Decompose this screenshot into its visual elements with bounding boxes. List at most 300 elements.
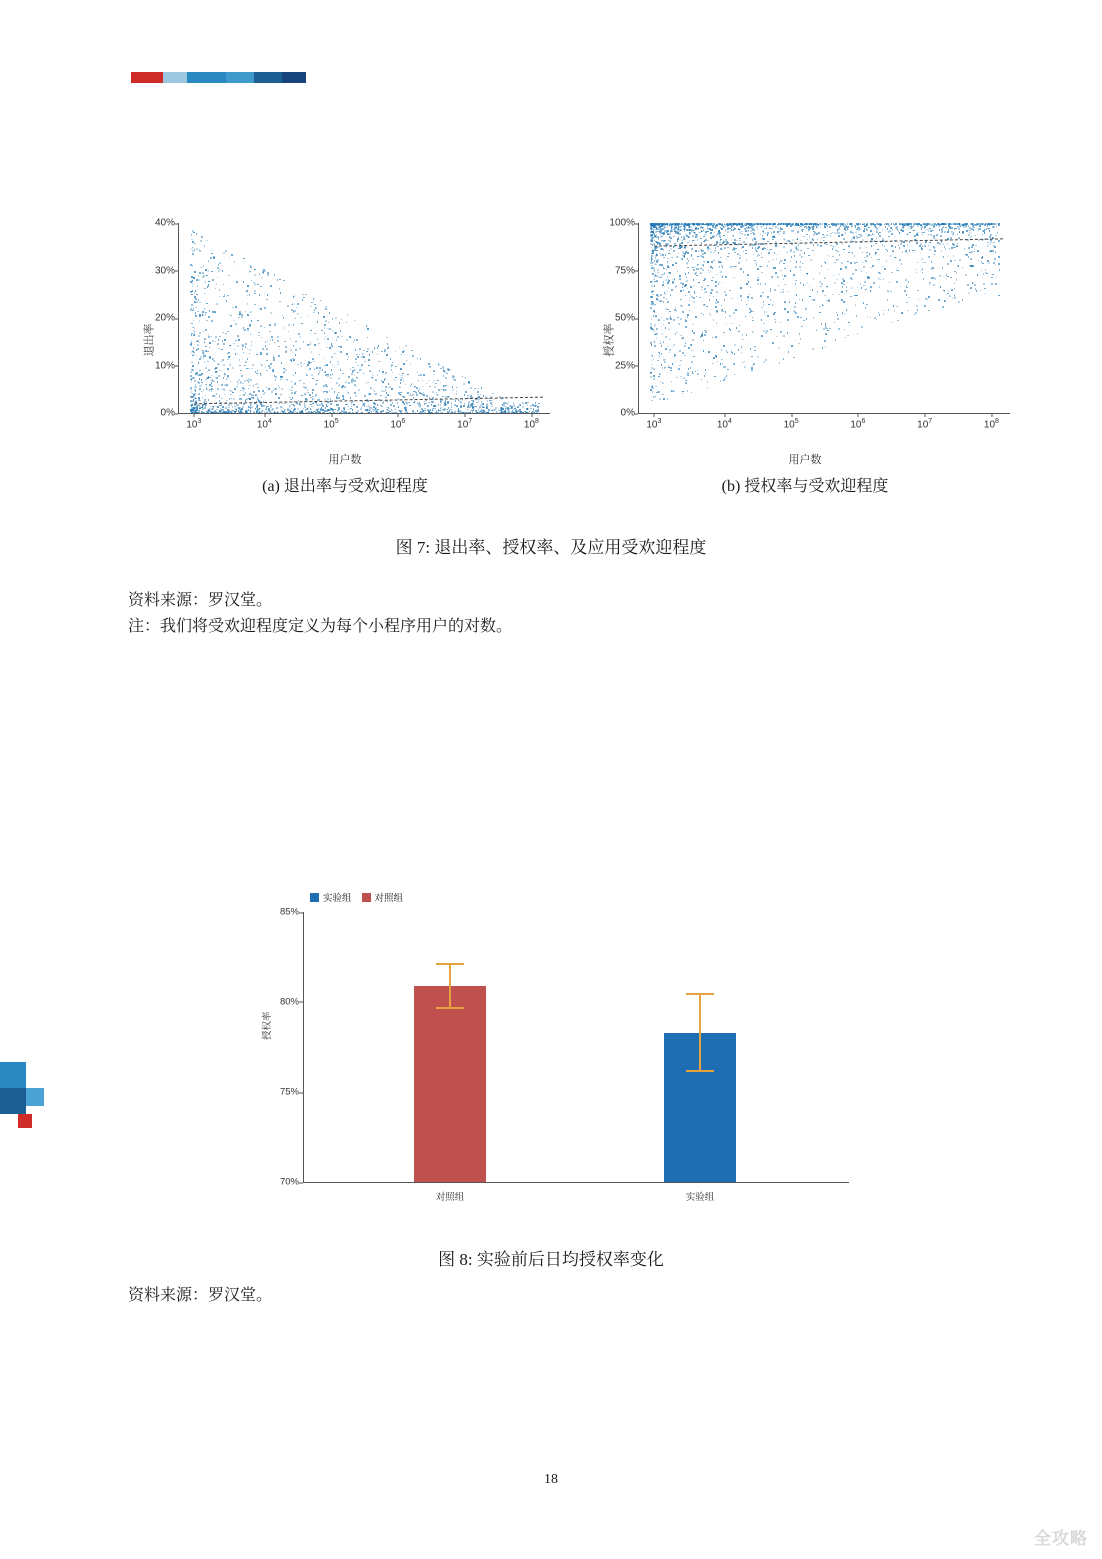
scatter-point xyxy=(806,234,808,236)
scatter-point xyxy=(692,235,694,237)
scatter-point xyxy=(776,258,778,260)
scatter-point xyxy=(801,326,803,328)
scatter-point xyxy=(380,395,382,397)
scatter-point xyxy=(738,229,740,231)
scatter-point xyxy=(717,361,719,363)
scatter-point xyxy=(784,284,786,286)
scatter-point xyxy=(366,406,368,408)
scatter-point xyxy=(382,381,384,383)
scatter-point xyxy=(368,412,370,413)
scatter-point xyxy=(225,333,227,335)
scatter-point xyxy=(383,391,385,393)
scatter-point xyxy=(902,230,904,232)
scatter-point xyxy=(757,248,759,250)
scatter-point xyxy=(403,363,405,365)
scatter-point xyxy=(715,302,717,304)
scatter-point xyxy=(676,227,678,229)
scatter-point xyxy=(350,397,352,399)
scatter-point xyxy=(691,361,693,363)
scatter-point xyxy=(827,231,829,233)
scatter-point xyxy=(476,411,478,413)
scatter-point xyxy=(698,223,700,225)
scatter-point xyxy=(772,239,774,241)
scatter-point xyxy=(269,331,271,333)
scatter-point xyxy=(782,291,784,293)
scatter-point xyxy=(915,250,917,252)
scatter-point xyxy=(742,334,744,336)
scatter-point xyxy=(205,379,207,381)
scatter-point xyxy=(953,255,955,257)
scatter-point xyxy=(901,312,903,314)
scatter-point xyxy=(710,271,712,273)
scatter-point xyxy=(865,307,867,309)
scatter-point xyxy=(227,353,229,355)
scatter-point xyxy=(228,404,230,406)
scatter-point xyxy=(257,387,259,389)
scatter-point xyxy=(942,276,944,278)
scatter-point xyxy=(465,391,467,393)
scatter-point xyxy=(929,282,931,284)
scatter-point xyxy=(970,236,972,238)
scatter-point xyxy=(969,252,971,254)
scatter-point xyxy=(836,259,838,261)
scatter-point xyxy=(324,371,326,373)
scatter-point xyxy=(769,223,771,225)
scatter-point xyxy=(331,369,333,371)
scatter-point xyxy=(657,272,659,274)
scatter-point xyxy=(678,253,680,255)
scatter-point xyxy=(974,284,976,286)
scatter-point xyxy=(417,358,419,360)
scatter-point xyxy=(749,308,751,310)
scatter-point xyxy=(255,394,257,396)
scatter-point xyxy=(526,408,528,410)
scatter-point xyxy=(672,281,674,283)
scatter-point xyxy=(667,282,669,284)
scatter-point xyxy=(402,401,404,403)
scatter-point xyxy=(271,409,273,411)
scatter-point xyxy=(663,324,665,326)
scatter-point xyxy=(666,268,668,270)
scatter-point xyxy=(355,349,357,351)
scatter-point xyxy=(794,306,796,308)
scatter-point xyxy=(432,391,434,393)
scatter-point xyxy=(196,294,198,296)
scatter-point xyxy=(933,235,935,237)
scatter-point xyxy=(876,231,878,233)
scatter-point xyxy=(230,390,232,392)
scatter-point xyxy=(678,323,680,325)
scatter-point xyxy=(813,317,815,319)
scatter-point xyxy=(228,411,230,413)
scatter-point xyxy=(217,406,219,408)
scatter-point xyxy=(662,394,664,396)
scatter-point xyxy=(767,241,769,243)
scatter-point xyxy=(695,371,697,373)
scatter-point xyxy=(239,398,241,400)
scatter-point xyxy=(244,329,246,331)
scatter-point xyxy=(253,385,255,387)
scatter-point xyxy=(808,223,810,225)
scatter-point xyxy=(399,347,401,349)
scatter-point xyxy=(689,234,691,236)
scatter-point xyxy=(949,223,951,225)
scatter-point xyxy=(953,232,955,234)
scatter-point xyxy=(211,253,213,255)
scatter-point xyxy=(805,308,807,310)
scatter-point xyxy=(692,339,694,341)
scatter-point xyxy=(405,345,407,347)
scatter-point xyxy=(238,266,240,268)
scatter-point xyxy=(295,372,297,374)
scatter-point xyxy=(898,245,900,247)
scatter-point xyxy=(199,378,201,380)
scatter-point xyxy=(748,230,750,232)
scatter-point xyxy=(297,408,299,410)
header-bar-segment-4 xyxy=(226,72,254,83)
scatter-point xyxy=(765,332,767,334)
scatter-point xyxy=(660,341,662,343)
scatter-point xyxy=(800,338,802,340)
scatter-point xyxy=(418,390,420,392)
scatter-point xyxy=(199,332,201,334)
scatter-point xyxy=(685,326,687,328)
scatter-point xyxy=(663,257,665,259)
scatter-point xyxy=(687,372,689,374)
scatter-point xyxy=(750,230,752,232)
scatter-point xyxy=(861,271,863,273)
scatter-point xyxy=(190,309,192,311)
scatter-point xyxy=(438,363,440,365)
scatter-point xyxy=(819,281,821,283)
scatter-point xyxy=(669,339,671,341)
deco-square-4 xyxy=(18,1114,32,1128)
scatter-point xyxy=(291,309,293,311)
scatter-point xyxy=(989,236,991,238)
scatter-point xyxy=(870,235,872,237)
scatter-point xyxy=(215,288,217,290)
scatter-point xyxy=(249,272,251,274)
scatter-point xyxy=(400,368,402,370)
scatter-point xyxy=(278,346,280,348)
scatter-point xyxy=(812,289,814,291)
scatter-point xyxy=(656,238,658,240)
scatter-point xyxy=(745,250,747,252)
scatter-point xyxy=(941,250,943,252)
scatter-point xyxy=(273,317,275,319)
scatter-point xyxy=(651,400,653,402)
scatter-point xyxy=(962,299,964,301)
scatter-point xyxy=(748,226,750,228)
scatter-point xyxy=(353,380,355,382)
scatter-point xyxy=(855,232,857,234)
scatter-point xyxy=(652,294,654,296)
scatter-point xyxy=(944,231,946,233)
scatter-point xyxy=(250,311,252,313)
scatter-point xyxy=(296,402,298,404)
scatter-point xyxy=(299,348,301,350)
scatter-point xyxy=(231,254,233,256)
scatter-point xyxy=(755,249,757,251)
scatter-point xyxy=(206,320,208,322)
scatter-point xyxy=(221,361,223,363)
scatter-point xyxy=(890,255,892,257)
scatter-point xyxy=(657,282,659,284)
scatter-point xyxy=(411,350,413,352)
scatter-point xyxy=(196,301,198,303)
scatter-point xyxy=(928,234,930,236)
scatter-point xyxy=(832,225,834,227)
scatter-point xyxy=(783,223,785,225)
scatter-point xyxy=(214,381,216,383)
scatter-point xyxy=(217,277,219,279)
scatter-point xyxy=(478,401,480,403)
scatter-point xyxy=(213,257,215,259)
scatter-point xyxy=(757,356,759,358)
scatter-point xyxy=(410,363,412,365)
scatter-point xyxy=(676,230,678,232)
scatter-point xyxy=(777,276,779,278)
scatter-point xyxy=(261,364,263,366)
scatter-point xyxy=(728,253,730,255)
scatter-point xyxy=(887,250,889,252)
scatter-point xyxy=(207,351,209,353)
scatter-point xyxy=(427,405,429,407)
scatter-point xyxy=(201,373,203,375)
scatter-point xyxy=(227,377,229,379)
scatter-point xyxy=(216,397,218,399)
scatter-point xyxy=(888,309,890,311)
scatter-point xyxy=(454,379,456,381)
scatter-point xyxy=(950,260,952,262)
scatter-point xyxy=(806,318,808,320)
scatter-point xyxy=(682,391,684,393)
scatter-point xyxy=(863,266,865,268)
scatter-point xyxy=(896,281,898,283)
scatter-point xyxy=(928,230,930,232)
scatter-point xyxy=(310,342,312,344)
scatter-point xyxy=(676,332,678,334)
scatter-point xyxy=(366,409,368,411)
scatter-point xyxy=(893,223,895,225)
scatter-point xyxy=(248,368,250,370)
scatter-point xyxy=(717,301,719,303)
scatter-point xyxy=(680,299,682,301)
scatter-point xyxy=(405,406,407,408)
scatter-point xyxy=(313,298,315,300)
scatter-point xyxy=(338,392,340,394)
scatter-point xyxy=(778,285,780,287)
scatter-point xyxy=(437,411,439,413)
scatter-point xyxy=(420,358,422,360)
scatter-point xyxy=(195,307,197,309)
scatter-point xyxy=(659,374,661,376)
scatter-point xyxy=(837,259,839,261)
scatter-point xyxy=(793,310,795,312)
scatter-point xyxy=(778,234,780,236)
scatter-point xyxy=(416,387,418,389)
scatter-point xyxy=(659,398,661,400)
scatter-point xyxy=(841,291,843,293)
scatter-point xyxy=(193,377,195,379)
scatter-point xyxy=(208,284,210,286)
scatter-point xyxy=(995,223,997,225)
scatter-point xyxy=(338,397,340,399)
scatter-point xyxy=(795,223,797,225)
scatter-point xyxy=(230,365,232,367)
scatter-point xyxy=(400,382,402,384)
scatter-point xyxy=(337,404,339,406)
scatter-point xyxy=(440,404,442,406)
scatter-point xyxy=(654,324,656,326)
scatter-point xyxy=(211,412,213,413)
scatter-point xyxy=(807,239,809,241)
scatter-point xyxy=(988,228,990,230)
scatter-point xyxy=(216,283,218,285)
scatter-point xyxy=(222,340,224,342)
scatter-point xyxy=(224,394,226,396)
scatter-point xyxy=(695,272,697,274)
scatter-point xyxy=(318,312,320,314)
scatter-point xyxy=(437,394,439,396)
scatter-point xyxy=(667,346,669,348)
scatter-point xyxy=(656,337,658,339)
scatter-point xyxy=(218,339,220,341)
scatter-point xyxy=(309,368,311,370)
scatter-point xyxy=(329,312,331,314)
scatter-point xyxy=(705,373,707,375)
scatter-point xyxy=(293,374,295,376)
scatter-point xyxy=(817,291,819,293)
scatter-point xyxy=(347,359,349,361)
scatter-point xyxy=(352,379,354,381)
scatter-point xyxy=(794,255,796,257)
scatter-point xyxy=(786,240,788,242)
scatter-point xyxy=(655,396,657,398)
scatter-point xyxy=(253,397,255,399)
scatter-point xyxy=(278,403,280,405)
scatter-point xyxy=(739,255,741,257)
scatter-point xyxy=(381,351,383,353)
scatter-point xyxy=(266,353,268,355)
scatter-point xyxy=(693,297,695,299)
scatter-point xyxy=(375,379,377,381)
scatter-point xyxy=(658,242,660,244)
scatter-point xyxy=(764,228,766,230)
scatter-point xyxy=(279,301,281,303)
scatter-point xyxy=(448,396,450,398)
deco-square-1 xyxy=(0,1062,26,1088)
scatter-point xyxy=(753,233,755,235)
scatter-point xyxy=(858,227,860,229)
scatter-point xyxy=(731,298,733,300)
scatter-point xyxy=(672,390,674,392)
scatter-point xyxy=(718,261,720,263)
scatter-point xyxy=(214,368,216,370)
scatter-point xyxy=(914,314,916,316)
scatter-point xyxy=(416,394,418,396)
scatter-point xyxy=(305,394,307,396)
scatter-point xyxy=(724,291,726,293)
scatter-point xyxy=(428,363,430,365)
scatter-point xyxy=(276,407,278,409)
scatter-point xyxy=(690,286,692,288)
scatter-point xyxy=(690,344,692,346)
scatter-point xyxy=(992,274,994,276)
scatter-point xyxy=(302,299,304,301)
scatter-point xyxy=(969,232,971,234)
scatter-point xyxy=(381,406,383,408)
scatter-point xyxy=(896,257,898,259)
scatter-point xyxy=(211,271,213,273)
scatter-point xyxy=(679,350,681,352)
scatter-point xyxy=(704,375,706,377)
scatter-point xyxy=(513,406,515,408)
scatter-point xyxy=(677,256,679,258)
scatter-point xyxy=(666,298,668,300)
scatter-point xyxy=(804,252,806,254)
scatter-point xyxy=(346,353,348,355)
scatter-point xyxy=(483,395,485,397)
scatter-point xyxy=(939,243,941,245)
scatter-point xyxy=(916,272,918,274)
scatter-point xyxy=(830,245,832,247)
scatter-point xyxy=(405,384,407,386)
scatter-point xyxy=(268,273,270,275)
scatter-point xyxy=(803,284,805,286)
scatter-point xyxy=(312,378,314,380)
scatter-point xyxy=(216,303,218,305)
scatter-point xyxy=(215,336,217,338)
scatter-point xyxy=(424,410,426,412)
scatter-point xyxy=(331,345,333,347)
scatter-point xyxy=(198,335,200,337)
scatter-point xyxy=(334,353,336,355)
scatter-point xyxy=(222,359,224,361)
scatter-point xyxy=(730,266,732,268)
scatter-point xyxy=(446,370,448,372)
scatter-point xyxy=(243,258,245,260)
scatter-point xyxy=(796,294,798,296)
scatter-point xyxy=(208,270,210,272)
scatter-point xyxy=(990,243,992,245)
scatter-point xyxy=(825,333,827,335)
scatter-point xyxy=(900,286,902,288)
scatter-point xyxy=(323,391,325,393)
scatter-point xyxy=(667,301,669,303)
scatter-point xyxy=(658,376,660,378)
scatter-point xyxy=(815,298,817,300)
scatter-point xyxy=(680,226,682,228)
scatter-point xyxy=(866,272,868,274)
scatter-point xyxy=(192,365,194,367)
scatter-point xyxy=(803,236,805,238)
scatter-point xyxy=(192,250,194,252)
scatter-point xyxy=(211,375,213,377)
scatter-point xyxy=(696,275,698,277)
scatter-point xyxy=(447,412,449,413)
scatter-point xyxy=(420,411,422,413)
scatter-point xyxy=(870,230,872,232)
scatter-point xyxy=(351,373,353,375)
panel-a-xtick-6: $10^6$ xyxy=(390,418,406,431)
scatter-point xyxy=(819,272,821,274)
scatter-point xyxy=(713,223,715,225)
scatter-point xyxy=(757,228,759,230)
scatter-point xyxy=(308,361,310,363)
scatter-point xyxy=(822,347,824,349)
scatter-point xyxy=(870,286,872,288)
